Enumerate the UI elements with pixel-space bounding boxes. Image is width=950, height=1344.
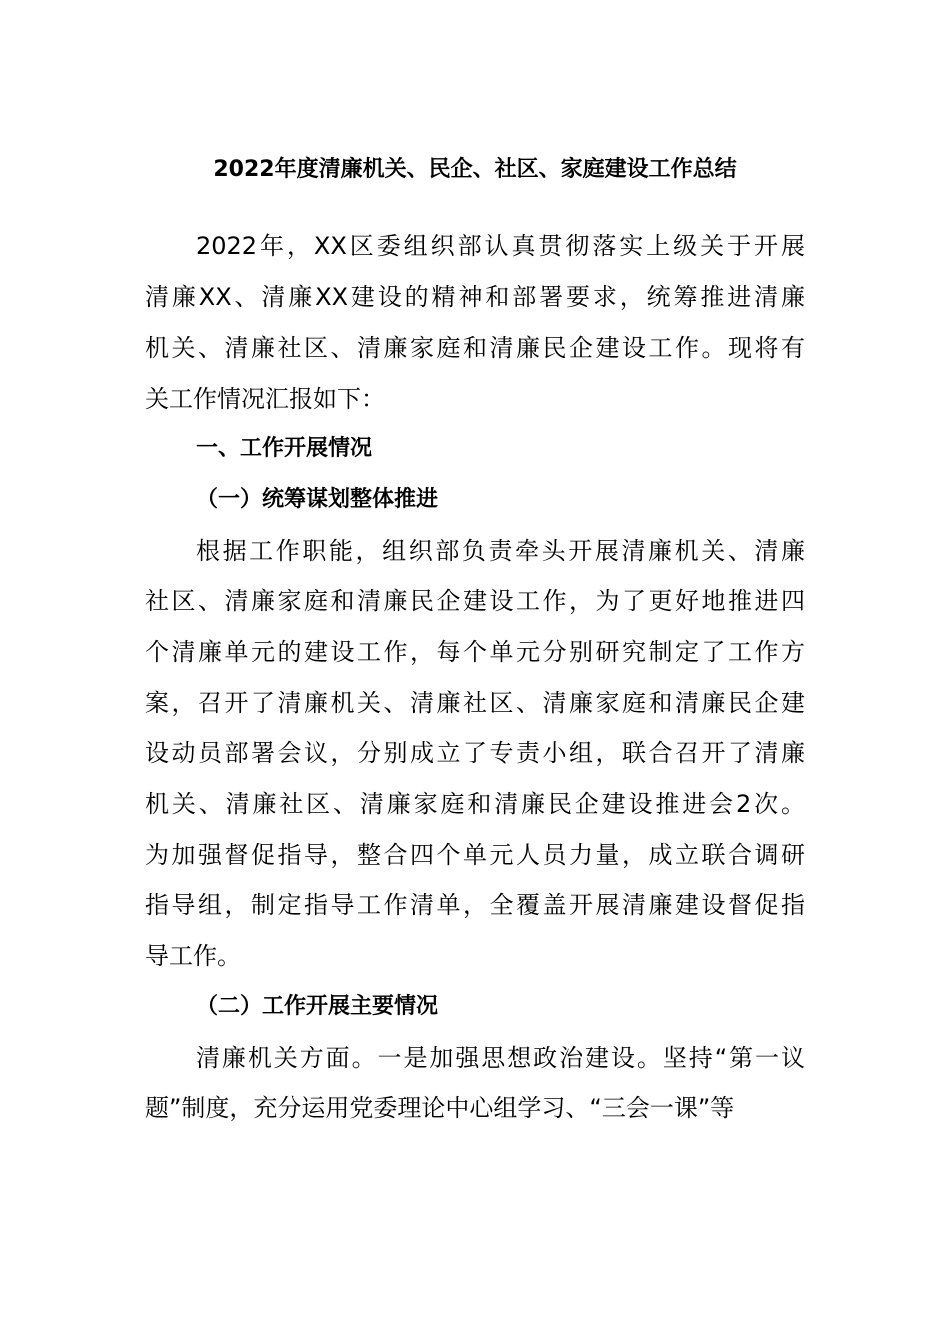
intro-line-4: 关工作情况汇报如下： [145, 385, 385, 413]
paragraph-line: 为加强督促指导，整合四个单元人员力量，成立联合调研 [145, 841, 805, 869]
paragraph-line: 案，召开了清廉机关、清廉社区、清廉家庭和清廉民企建 [145, 689, 805, 717]
paragraph-line: 机关、清廉社区、清廉家庭和清廉民企建设推进会2次。 [145, 790, 805, 818]
paragraph-line: 指导组，制定指导工作清单，全覆盖开展清廉建设督促指 [145, 891, 805, 919]
intro-line-3: 机关、清廉社区、清廉家庭和清廉民企建设工作。现将有 [145, 334, 805, 362]
document-title: 2022年度清廉机关、民企、社区、家庭建设工作总结 [213, 157, 737, 182]
section-heading: 一、工作开展情况 [196, 436, 373, 461]
intro-line-2: 清廉XX、清廉XX建设的精神和部署要求，统筹推进清廉 [145, 283, 805, 311]
intro-line-1: 2022年，XX区委组织部认真贯彻落实上级关于开展 [196, 232, 805, 260]
subsection-heading-1: （一）统筹谋划整体推进 [196, 487, 439, 512]
paragraph-line: 社区、清廉家庭和清廉民企建设工作，为了更好地推进四 [145, 587, 805, 615]
paragraph-line: 导工作。 [145, 942, 241, 970]
paragraph-line: 根据工作职能，组织部负责牵头开展清廉机关、清廉 [196, 537, 805, 565]
subsection-heading-2: （二）工作开展主要情况 [196, 994, 439, 1019]
paragraph-line: 个清廉单元的建设工作，每个单元分别研究制定了工作方 [145, 638, 805, 666]
paragraph-line: 设动员部署会议，分别成立了专责小组，联合召开了清廉 [145, 739, 805, 767]
paragraph-line: 清廉机关方面。一是加强思想政治建设。坚持“第一议 [196, 1044, 805, 1072]
paragraph-line: 题”制度，充分运用党委理论中心组学习、“三会一课”等 [145, 1094, 735, 1122]
